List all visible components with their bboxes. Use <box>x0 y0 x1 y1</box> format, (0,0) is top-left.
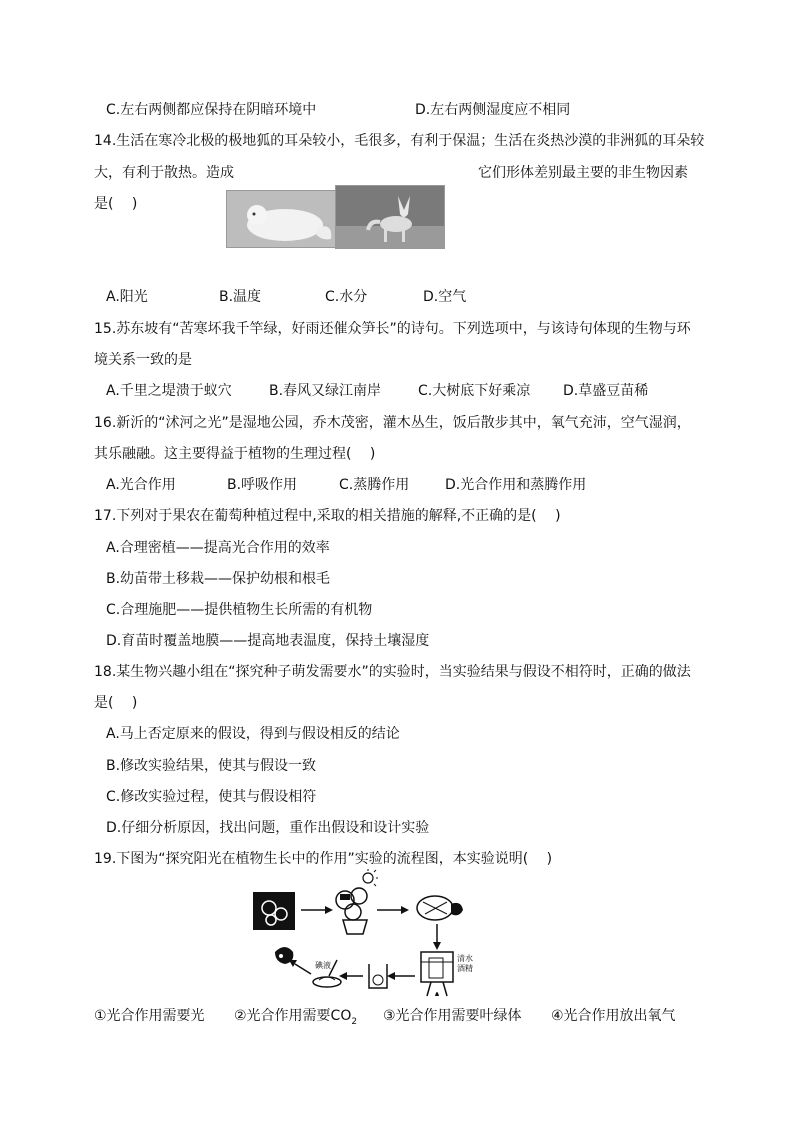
q14-option-d: D.空气 <box>423 289 467 305</box>
q16-option-d: D.光合作用和蒸腾作用 <box>445 477 587 493</box>
q18-option-a: A.马上否定原来的假设，得到与假设相反的结论 <box>106 726 400 742</box>
q14-option-c: C.水分 <box>325 289 368 305</box>
q18-option-d: D.仔细分析原因，找出问题，重作出假设和设计实验 <box>106 820 430 836</box>
q19-option-2 <box>234 1006 357 1032</box>
q17-option-b: B.幼苗带土移栽——保护幼根和根毛 <box>106 571 331 587</box>
q18-option-c: C.修改实验过程，使其与假设相符 <box>106 789 317 805</box>
q19-option-3: ③光合作用需要叶绿体 <box>383 1008 522 1024</box>
label-iodine: 碘液 <box>315 961 331 970</box>
q14-option-b: B.温度 <box>219 289 262 305</box>
co2-subscript: 2 <box>351 1016 358 1027</box>
q15-option-c: C.大树底下好乘凉 <box>418 383 531 399</box>
q13-option-d: D.左右两侧湿度应不相同 <box>415 102 571 118</box>
label-alcohol: 酒精 <box>457 964 473 973</box>
q15-option-d: D.草盛豆苗稀 <box>563 383 649 399</box>
label-water: 清水 <box>457 954 473 963</box>
q18-option-b: B.修改实验结果，使其与假设一致 <box>106 758 317 774</box>
q19-stem: 19.下图为“探究阳光在植物生长中的作用”实验的流程图，本实验说明( ) <box>94 851 553 867</box>
q17-stem: 17.下列对于果农在葡萄种植过程中,采取的相关措施的解释,不正确的是( ) <box>94 508 561 524</box>
q16-stem-line1: 16.新沂的“沭河之光”是湿地公园，乔木茂密，灌木丛生，饭后散步其中，氧气充沛，空气湿润， <box>94 415 691 431</box>
q19-option-4: ④光合作用放出氧气 <box>551 1008 676 1024</box>
q15-stem-line1: 15.苏东坡有“苦寒坏我千竿绿，好雨还催众笋长”的诗句。下列选项中，与该诗句体现的生物与环 <box>94 321 691 337</box>
q14-stem-line2-right: 它们形体差别最主要的非生物因素 <box>478 165 688 181</box>
q16-option-b: B.呼吸作用 <box>227 477 298 493</box>
q14-stem-line3: 是( ) <box>94 196 138 212</box>
q17-option-d: D.育苗时覆盖地膜——提高地表温度，保持土壤湿度 <box>106 633 430 649</box>
q18-stem-line1: 18.某生物兴趣小组在“探究种子萌发需要水”的实验时，当实验结果与假设不相符时，正确的做法 <box>94 664 691 680</box>
q17-option-c: C.合理施肥——提供植物生长所需的有机物 <box>106 602 373 618</box>
q18-stem-line2: 是( ) <box>94 695 138 711</box>
q16-option-a: A.光合作用 <box>106 477 176 493</box>
arctic-fox-photo <box>226 190 336 248</box>
q17-option-a: A.合理密植——提高光合作用的效率 <box>106 540 330 556</box>
q16-stem-line2: 其乐融融。这主要得益于植物的生理过程( ) <box>94 446 376 462</box>
q15-option-a: A.千里之堤溃于蚁穴 <box>106 383 232 399</box>
q19-option-1: ①光合作用需要光 <box>94 1008 205 1024</box>
q13-option-c: C.左右两侧都应保持在阴暗环境中 <box>106 102 317 118</box>
q14-stem-line1: 14.生活在寒冷北极的极地狐的耳朵较小，毛很多，有利于保温；生活在炎热沙漠的非洲狐的耳朵较 <box>94 133 705 149</box>
q15-stem-line2: 境关系一致的是 <box>94 352 192 368</box>
q16-option-c: C.蒸腾作用 <box>339 477 410 493</box>
experiment-flow-diagram <box>245 868 515 1000</box>
fennec-fox-photo <box>335 185 445 249</box>
q14-stem-line2-left: 大，有利于散热。造成 <box>94 165 234 181</box>
q15-option-b: B.春风又绿江南岸 <box>269 383 382 399</box>
q14-option-a: A.阳光 <box>106 289 148 305</box>
q19-option-2-text: ②光合作用需要CO <box>234 1008 352 1024</box>
